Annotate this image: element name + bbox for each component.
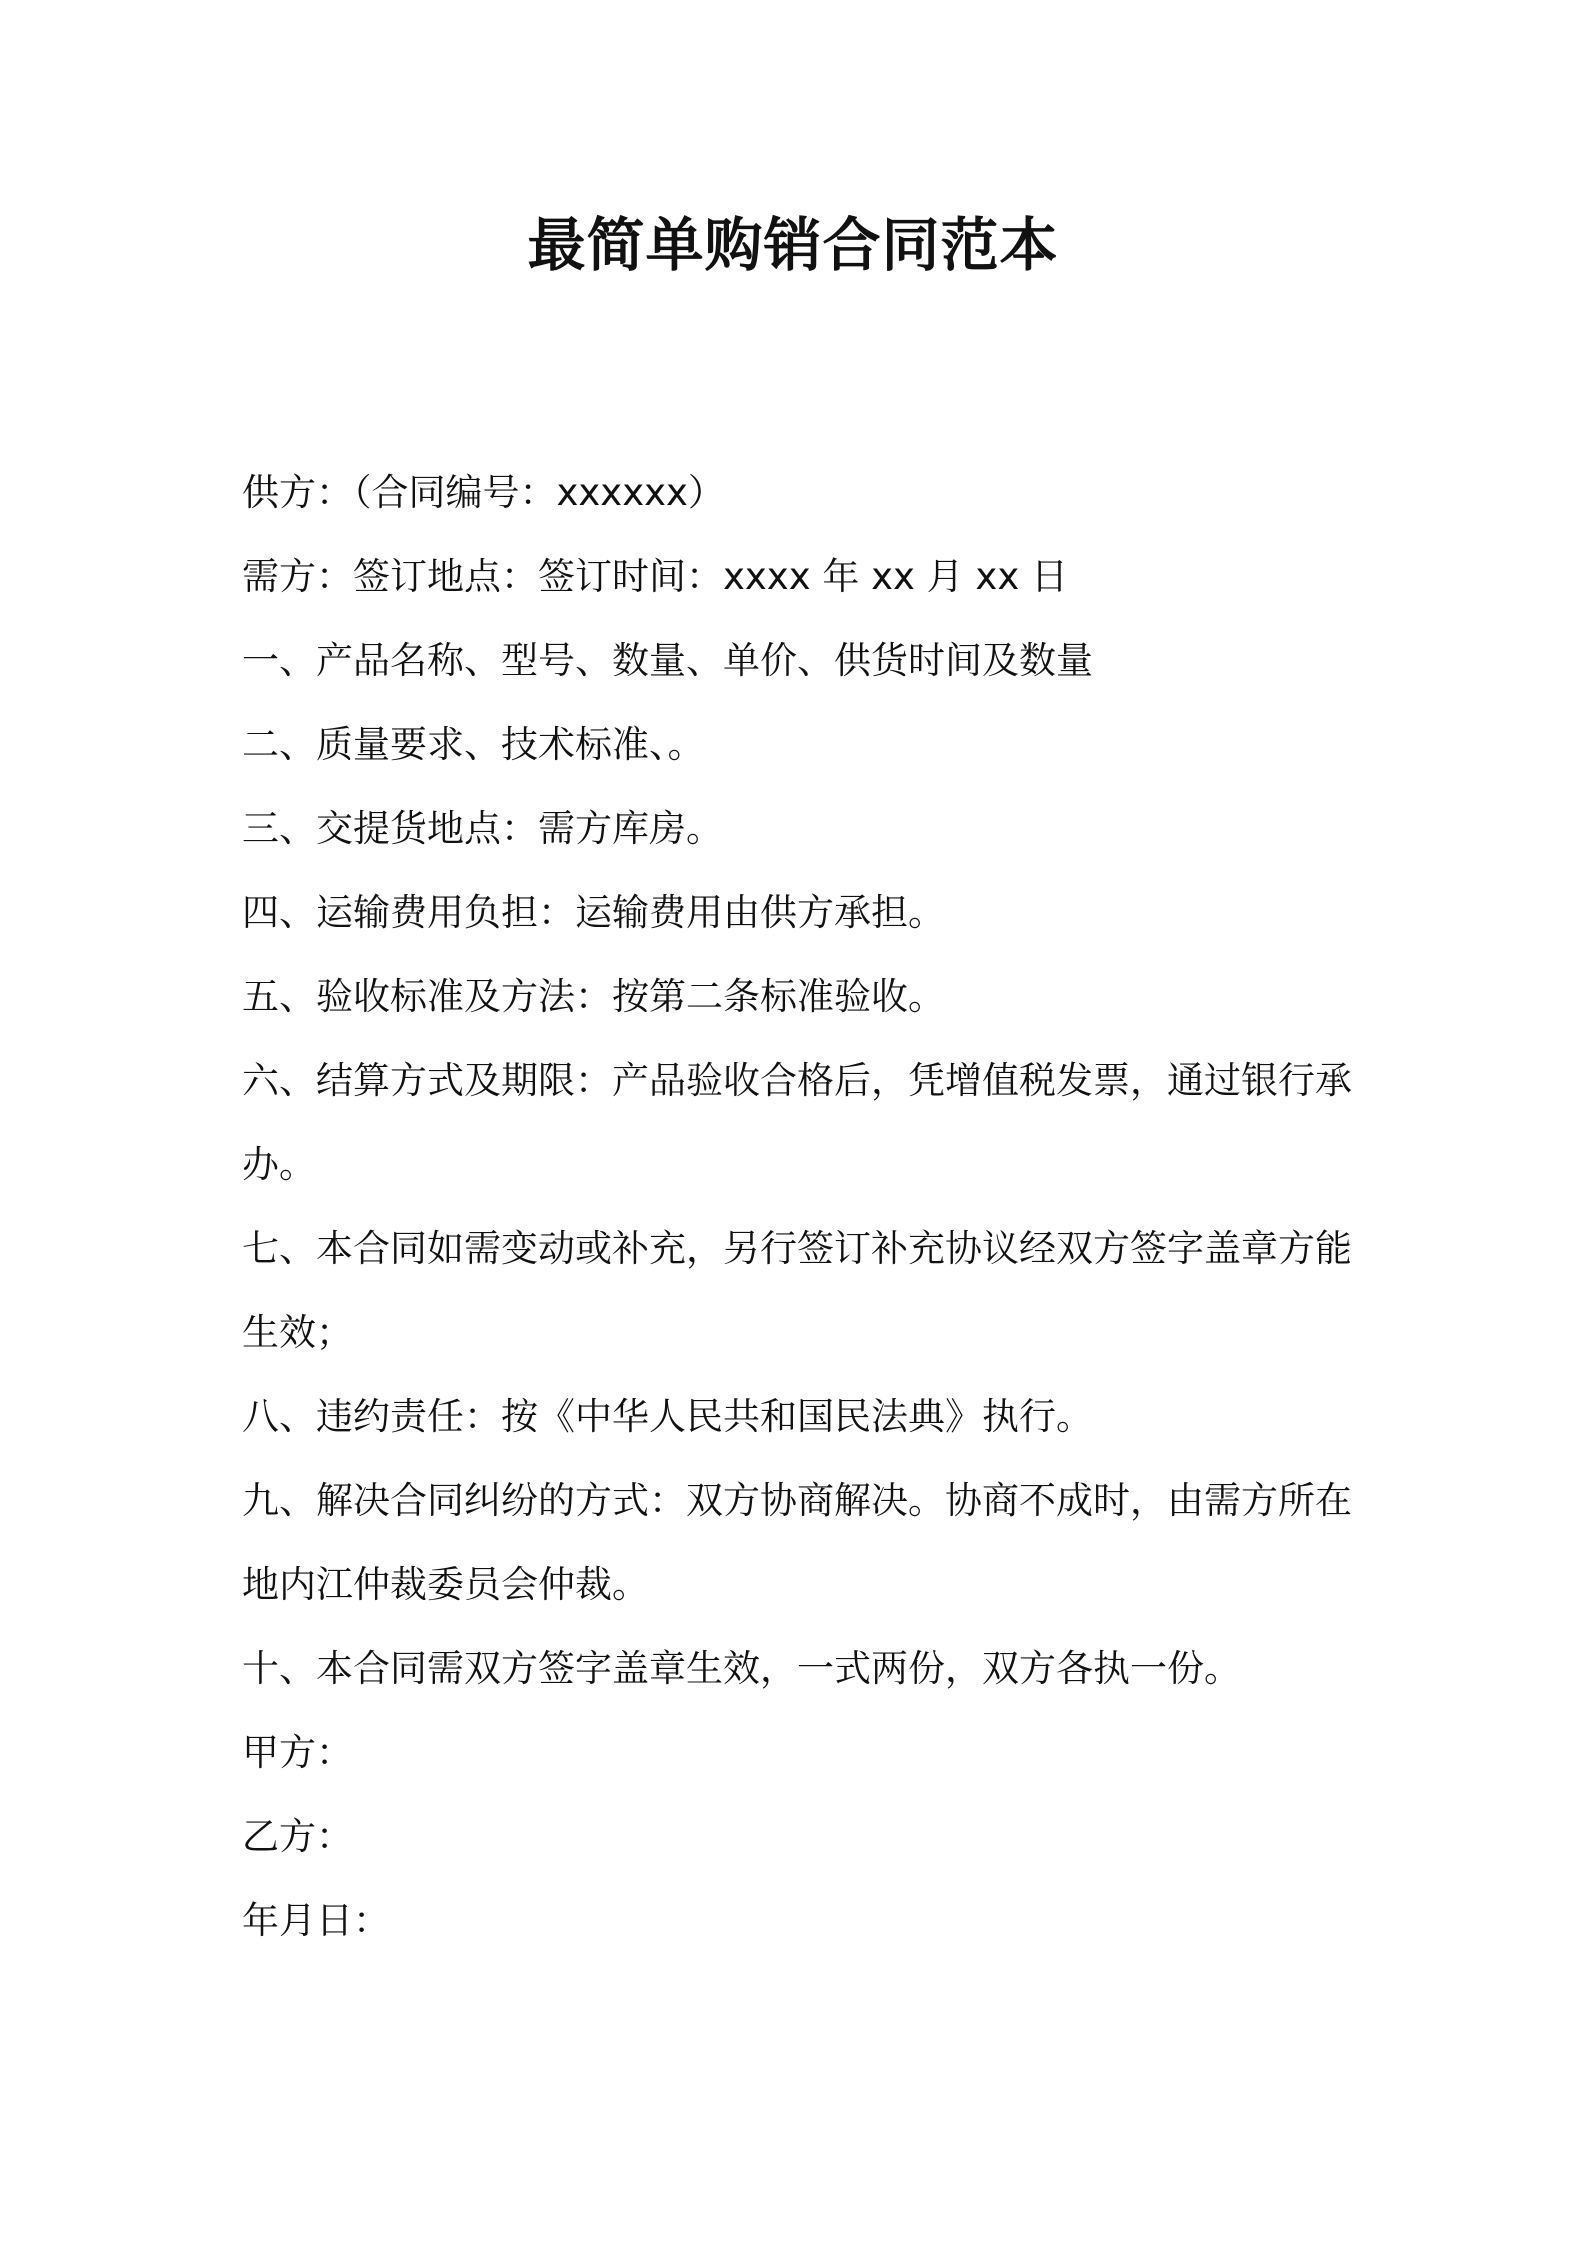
party-b-signature-line: 乙方：	[242, 1815, 353, 1858]
clause-4: 四、运输费用负担：运输费用由供方承担。	[242, 891, 945, 934]
supplier-line: 供方：（合同编号：xxxxxx）	[242, 471, 725, 514]
clause-1: 一、产品名称、型号、数量、单价、供货时间及数量	[242, 639, 1093, 682]
clause-10: 十、本合同需双方签字盖章生效，一式两份，双方各执一份。	[242, 1647, 1241, 1690]
clause-5: 五、验收标准及方法：按第二条标准验收。	[242, 975, 945, 1018]
clause-7: 七、本合同如需变动或补充，另行签订补充协议经双方签字盖章方能	[242, 1227, 1352, 1270]
clause-2: 二、质量要求、技术标准、。	[242, 723, 705, 766]
clause-9: 九、解决合同纠纷的方式：双方协商解决。协商不成时，由需方所在	[242, 1479, 1352, 1522]
clause-6-continued: 办。	[242, 1143, 316, 1186]
clause-9-continued: 地内江仲裁委员会仲裁。	[242, 1563, 649, 1606]
clause-8: 八、违约责任：按《中华人民共和国民法典》执行。	[242, 1395, 1093, 1438]
party-a-signature-line: 甲方：	[242, 1731, 353, 1774]
document-title: 最简单购销合同范本	[527, 211, 1059, 279]
buyer-line: 需方：签订地点：签订时间：xxxx 年 xx 月 xx 日	[242, 555, 1068, 598]
clause-6: 六、结算方式及期限：产品验收合格后，凭增值税发票，通过银行承	[242, 1059, 1352, 1102]
clause-3: 三、交提货地点：需方库房。	[242, 807, 723, 850]
clause-7-continued: 生效；	[242, 1311, 353, 1354]
contract-body	[242, 451, 1352, 1963]
date-line: 年月日：	[242, 1899, 390, 1942]
